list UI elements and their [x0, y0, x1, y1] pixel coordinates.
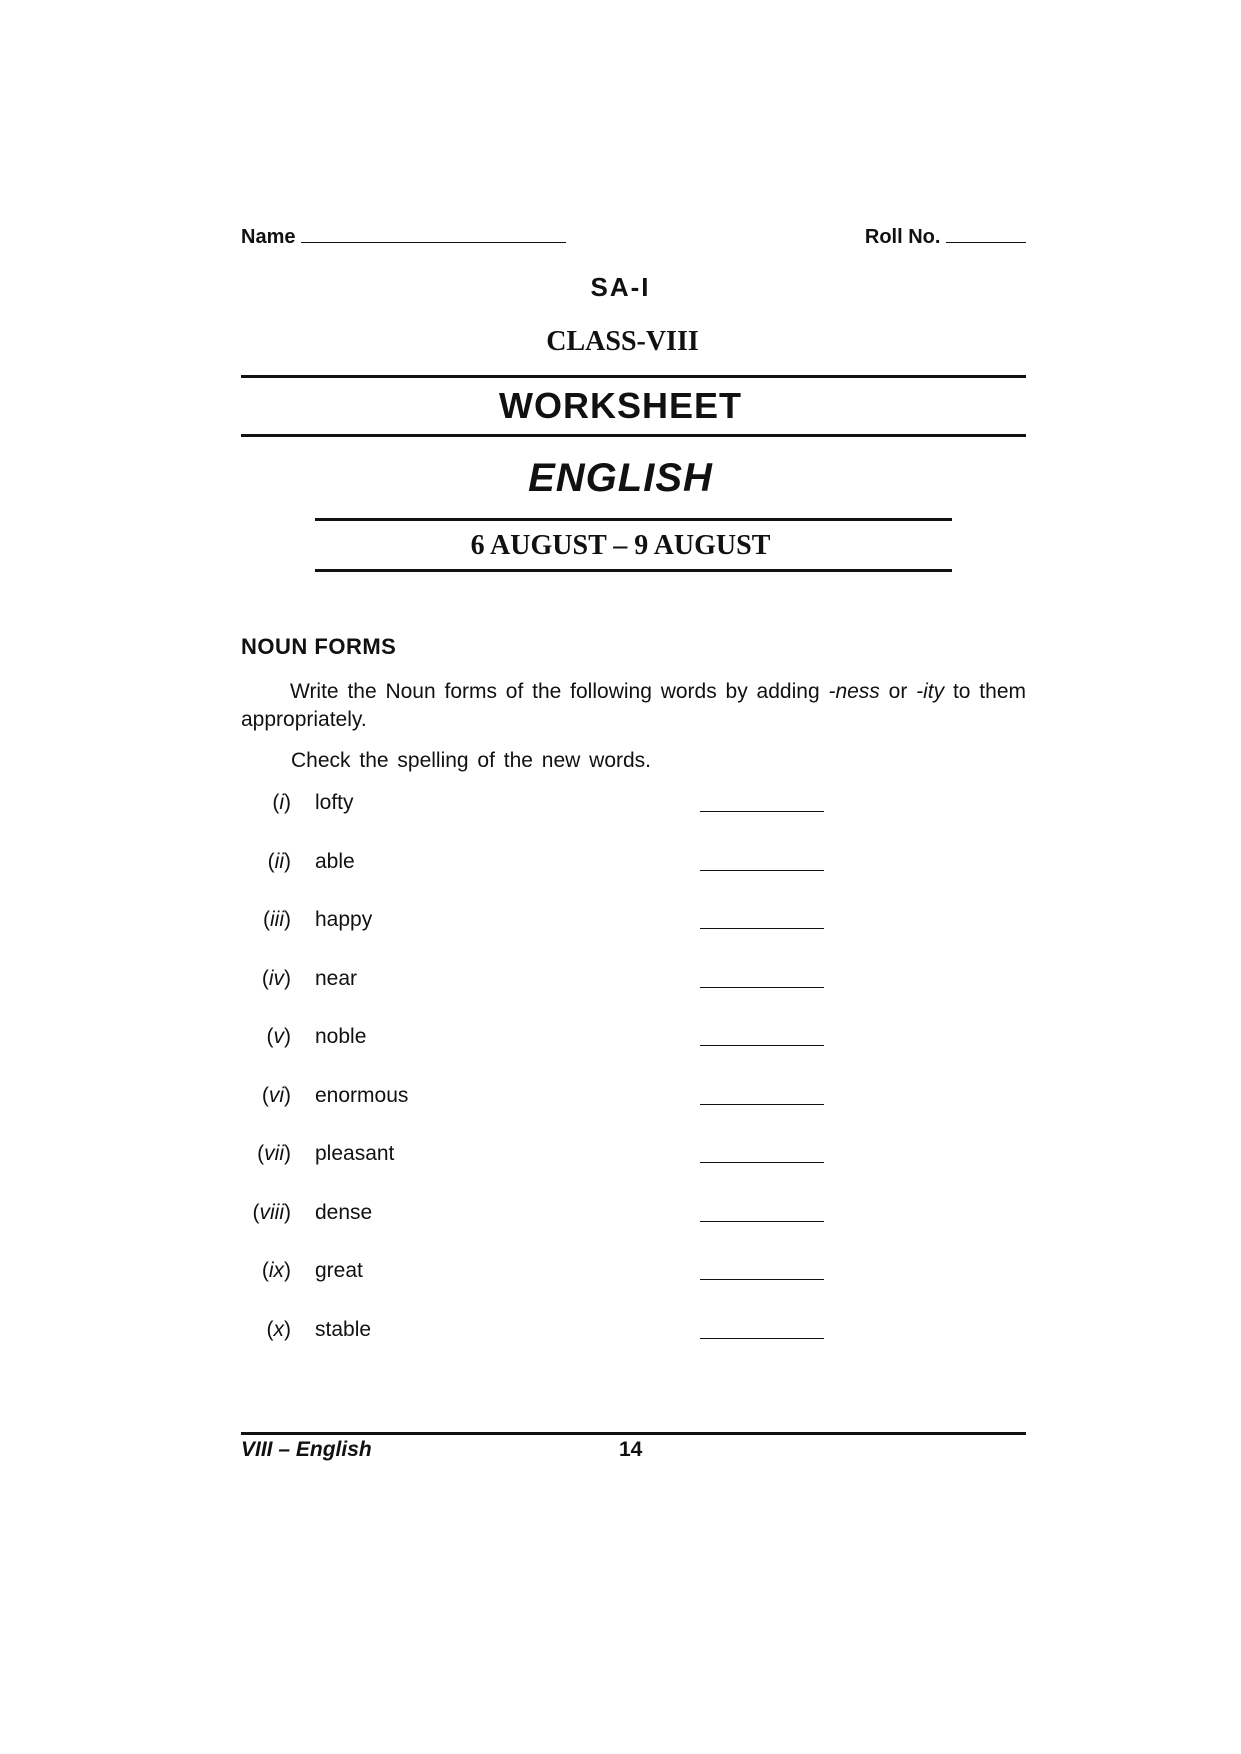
answer-blank[interactable]	[700, 987, 824, 988]
list-item	[241, 1259, 841, 1318]
list-item	[241, 967, 841, 1026]
list-item	[241, 1084, 841, 1143]
list-item	[241, 1025, 841, 1084]
list-item	[241, 1201, 841, 1260]
item-number: (iii)	[263, 908, 291, 931]
suffix-ity: -ity	[916, 680, 945, 703]
instruction-or: or	[879, 680, 917, 703]
instruction-text-2: to them appropriately.	[241, 680, 1026, 731]
item-number: (iv)	[261, 966, 291, 990]
class-title: CLASS-VIII	[546, 326, 699, 357]
roll-field[interactable]	[865, 226, 1026, 249]
instruction-paragraph	[241, 678, 1026, 734]
answer-blank[interactable]	[700, 1104, 824, 1105]
check-instruction: Check the spelling of the new words.	[291, 749, 652, 772]
item-word: lofty	[315, 791, 354, 814]
name-blank[interactable]	[301, 242, 566, 243]
list-item	[241, 1318, 841, 1377]
name-roll-row	[241, 226, 1026, 254]
answer-blank[interactable]	[700, 928, 824, 929]
item-word: able	[315, 849, 355, 873]
name-field[interactable]	[241, 226, 566, 249]
item-word: happy	[315, 908, 373, 931]
list-item	[241, 908, 841, 967]
roll-label: Roll No.	[864, 226, 941, 248]
list-item	[241, 791, 841, 850]
word-list	[241, 791, 841, 1376]
subject-title: ENGLISH	[528, 456, 713, 500]
page-number: 14	[619, 1438, 643, 1461]
item-word: stable	[315, 1317, 372, 1341]
item-word: near	[315, 966, 358, 990]
answer-blank[interactable]	[700, 1221, 824, 1222]
footer-subject: VIII – English	[241, 1438, 372, 1461]
answer-blank[interactable]	[700, 1279, 824, 1280]
name-label: Name	[241, 226, 296, 248]
rule-mid	[241, 434, 1026, 437]
rule-dates-bottom	[315, 569, 952, 572]
item-number: (ii)	[267, 849, 291, 873]
item-number: (vi)	[261, 1083, 291, 1107]
exam-title: SA-I	[590, 272, 651, 302]
item-word: dense	[315, 1200, 373, 1224]
item-word: enormous	[315, 1083, 409, 1107]
answer-blank[interactable]	[700, 1338, 824, 1339]
footer-rule	[241, 1432, 1026, 1435]
dates-title: 6 AUGUST – 9 AUGUST	[470, 530, 771, 561]
item-word: great	[315, 1259, 363, 1282]
answer-blank[interactable]	[700, 1045, 824, 1046]
worksheet-title: WORKSHEET	[499, 385, 742, 426]
item-number: (i)	[272, 791, 291, 814]
rule-top	[241, 375, 1026, 378]
answer-blank[interactable]	[700, 1162, 824, 1163]
list-item	[241, 850, 841, 909]
item-number: (vii)	[257, 1142, 291, 1165]
suffix-ness: -ness	[828, 680, 880, 703]
roll-blank[interactable]	[946, 242, 1026, 243]
item-number: (ix)	[261, 1259, 291, 1282]
item-number: (v)	[266, 1025, 291, 1048]
item-word: noble	[315, 1025, 367, 1048]
rule-dates-top	[315, 518, 952, 521]
answer-blank[interactable]	[700, 870, 824, 871]
item-word: pleasant	[315, 1142, 395, 1165]
item-number: (viii)	[252, 1200, 291, 1224]
item-number: (x)	[266, 1317, 291, 1341]
section-title: NOUN FORMS	[241, 634, 397, 659]
instruction-text-1: Write the Noun forms of the following words by adding	[290, 680, 829, 703]
list-item	[241, 1142, 841, 1201]
answer-blank[interactable]	[700, 811, 824, 812]
